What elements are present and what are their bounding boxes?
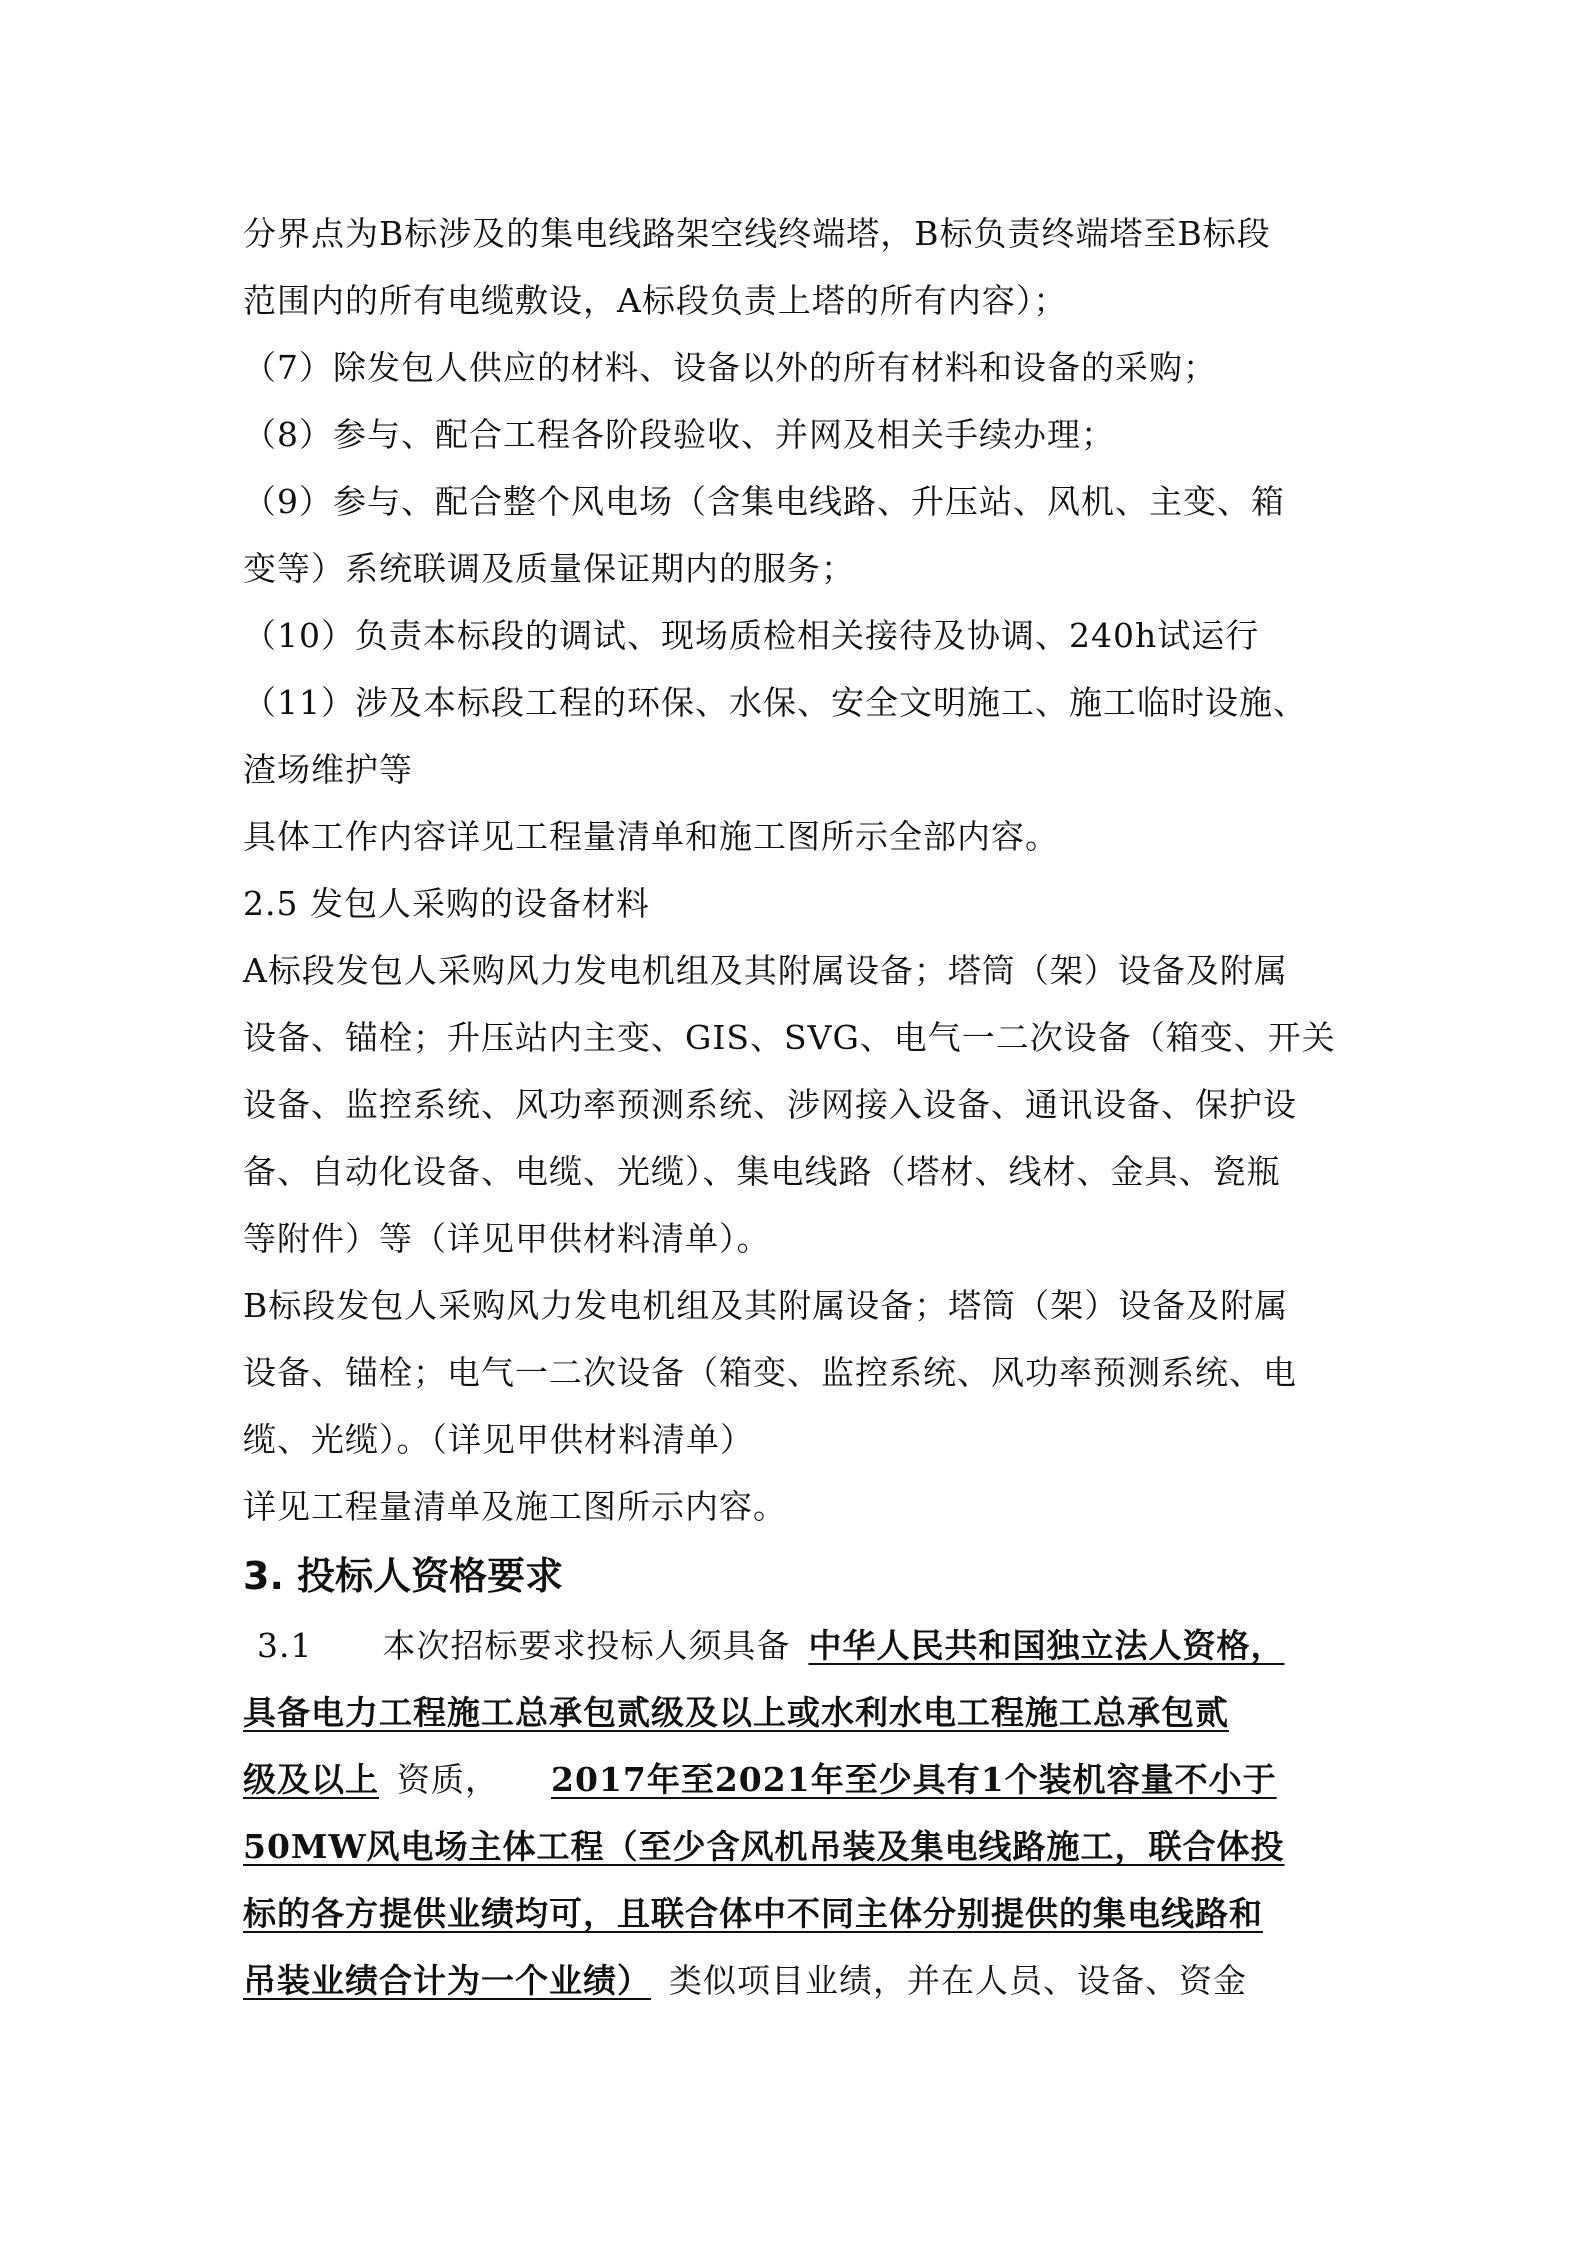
clause-number: 3.1 [257,1626,313,1665]
qualification-line [243,1880,1363,1947]
text-line: 分界点为B标涉及的集电线路架空线终端塔，B标负责终端塔至B标段 [243,214,1271,253]
text-line: （9）参与、配合整个风电场（含集电线路、升压站、风机、主变、箱 [243,482,1285,521]
text-line: （11）涉及本标段工程的环保、水保、安全文明施工、施工临时设施、 [243,683,1307,722]
underlined-requirement: 中华人民共和国独立法人资格， [808,1626,1285,1665]
underlined-requirement: 2017年至2021年至少具有1个装机容量不小于 [551,1760,1277,1799]
text-line: （10）负责本标段的调试、现场质检相关接待及协调、240h试运行 [243,616,1260,655]
underlined-requirement: 级及以上 [243,1760,379,1799]
text-line: A标段发包人采购风力发电机组及其附属设备；塔筒（架）设备及附属 [243,951,1288,990]
qualification-line [243,1813,1363,1880]
section-heading: 3. 投标人资格要求 [243,1554,564,1598]
clause-text: 类似项目业绩，并在人员、设备、资金 [669,1961,1247,2000]
underlined-requirement: 标的各方提供业绩均可，且联合体中不同主体分别提供的集电线路和 [243,1894,1263,1933]
qualification-line [243,1612,1363,1679]
text-line: 范围内的所有电缆敷设，A标段负责上塔的所有内容）； [243,281,1068,320]
underlined-requirement: 50MW风电场主体工程（至少含风机吊装及集电线路施工，联合体投 [243,1827,1285,1866]
text-line: 等附件）等（详见甲供材料清单）。 [243,1219,771,1258]
text-line: 缆、光缆）。（详见甲供材料清单） [243,1420,754,1459]
text-line: 变等）系统联调及质量保证期内的服务； [243,549,855,588]
text-line: 渣场维护等 [243,750,413,789]
text-line: 详见工程量清单及施工图所示内容。 [243,1487,787,1526]
text-line: 具体工作内容详见工程量清单和施工图所示全部内容。 [243,817,1059,856]
qualification-line [243,1679,1363,1746]
section-subheading: 2.5 发包人采购的设备材料 [243,884,650,923]
clause-text: 本次招标要求投标人须具备 [382,1626,791,1665]
qualification-line [243,1746,1363,1813]
text-line: B标段发包人采购风力发电机组及其附属设备；塔筒（架）设备及附属 [243,1286,1289,1325]
text-line: 备、自动化设备、电缆、光缆）、集电线路（塔材、线材、金具、瓷瓶 [243,1152,1281,1191]
clause-text: 资质， [397,1760,499,1799]
underlined-requirement: 吊装业绩合计为一个业绩） [243,1961,651,2000]
qualification-line [243,1947,1363,2014]
underlined-requirement: 具备电力工程施工总承包贰级及以上或水利水电工程施工总承包贰 [243,1693,1229,1732]
text-line: 设备、锚栓；升压站内主变、GIS、SVG、电气一二次设备（箱变、开关 [243,1018,1336,1057]
text-line: 设备、监控系统、风功率预测系统、涉网接入设备、通讯设备、保护设 [243,1085,1297,1124]
document-page [243,200,1363,2014]
text-line: （8）参与、配合工程各阶段验收、并网及相关手续办理； [243,415,1115,454]
text-line: （7）除发包人供应的材料、设备以外的所有材料和设备的采购； [243,348,1217,387]
text-line: 设备、锚栓；电气一二次设备（箱变、监控系统、风功率预测系统、电 [243,1353,1297,1392]
